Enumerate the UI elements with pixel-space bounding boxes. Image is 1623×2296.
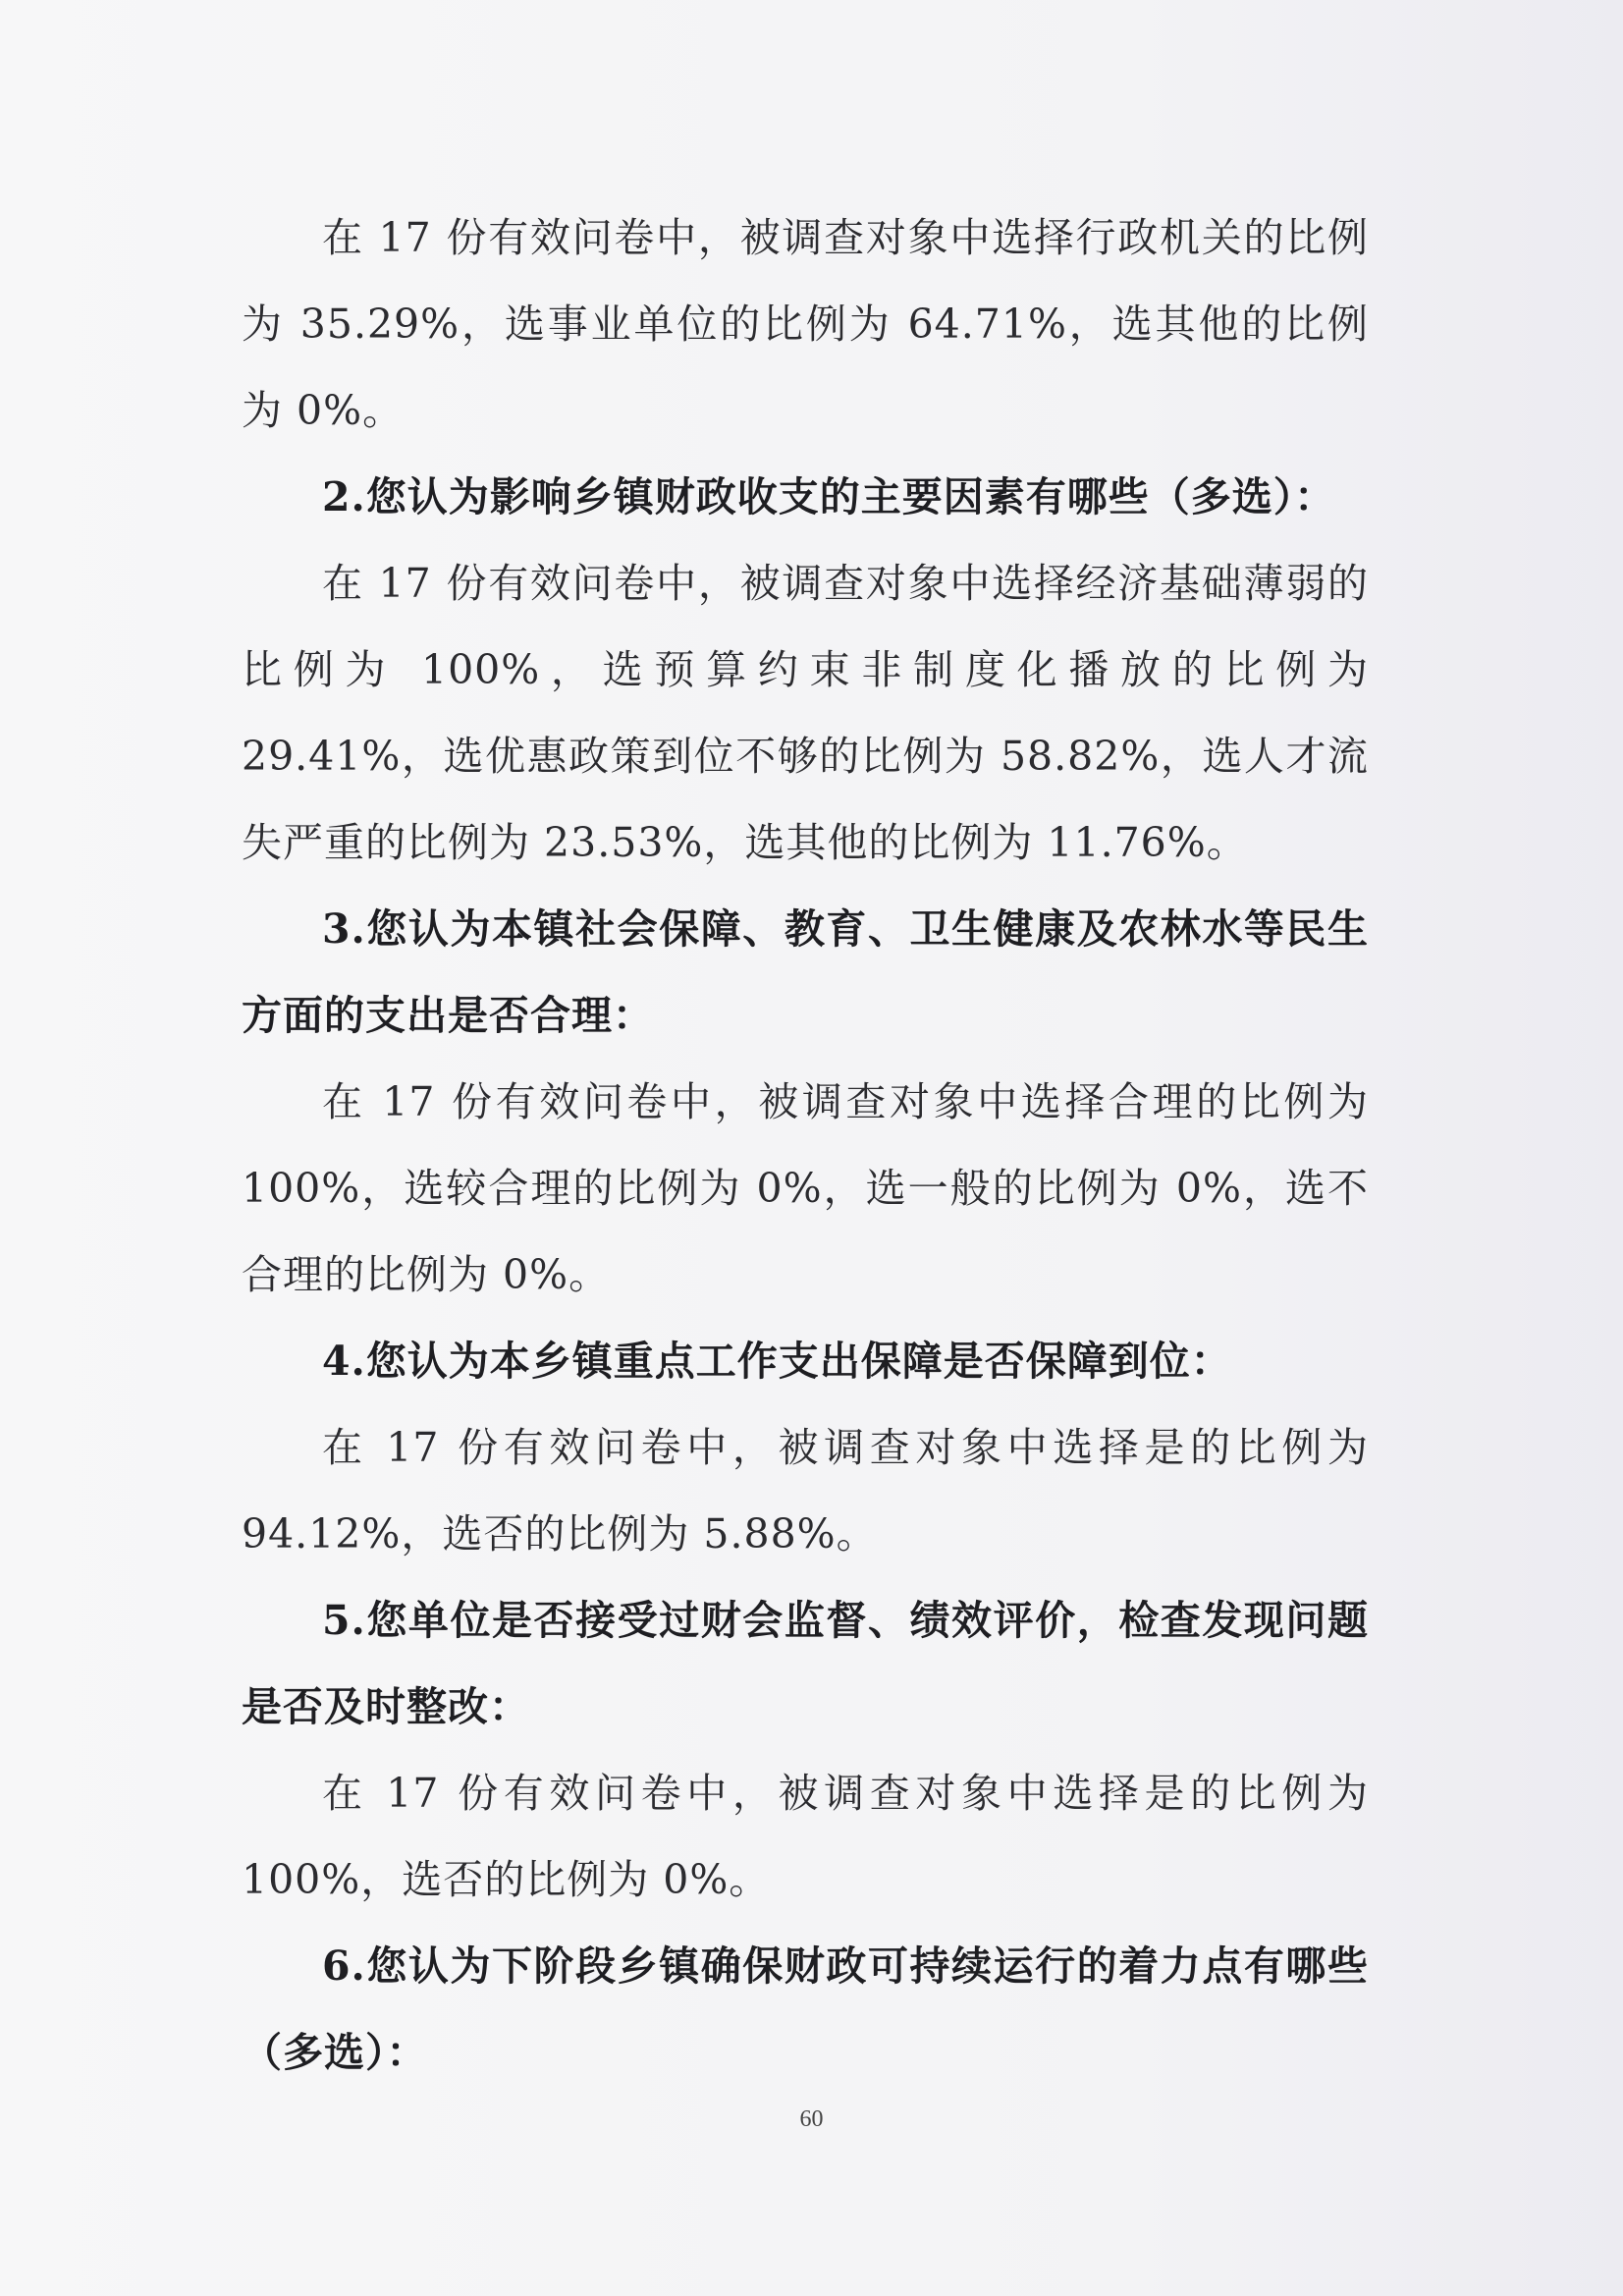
question-heading-6: 6.您认为下阶段乡镇确保财政可持续运行的着力点有哪些（多选）： [242, 1942, 1369, 2076]
page-number: 60 [799, 2106, 824, 2132]
document-body [242, 194, 1369, 2096]
answer-paragraph-q4: 在 17 份有效问卷中，被调查对象中选择是的比例为 94.12%，选否的比例为 5.88%。 [242, 1424, 1369, 1558]
question-heading-4: 4.您认为本乡镇重点工作支出保障是否保障到位： [322, 1338, 1232, 1385]
answer-paragraph-q3: 在 17 份有效问卷中，被调查对象中选择合理的比例为 100%，选较合理的比例为 0%，选一般的比例为 0%，选不合理的比例为 0%。 [242, 1078, 1369, 1298]
answer-paragraph-q2: 在 17 份有效问卷中，被调查对象中选择经济基础薄弱的比例为 100%，选预算约束非制度化播放的比例为 29.41%，选优惠政策到位不够的比例为 58.82%，选人才流失严重的比例为 23.53%，选其他的比例为 11.76%。 [242, 560, 1369, 866]
question-heading-2: 2.您认为影响乡镇财政收支的主要因素有哪些（多选）： [322, 473, 1336, 520]
answer-paragraph-q5: 在 17 份有效问卷中，被调查对象中选择是的比例为 100%，选否的比例为 0%。 [242, 1770, 1369, 1903]
answer-paragraph-q1: 在 17 份有效问卷中，被调查对象中选择行政机关的比例为 35.29%，选事业单位的比例为 64.71%，选其他的比例为 0%。 [242, 214, 1369, 434]
question-heading-5: 5.您单位是否接受过财会监督、绩效评价，检查发现问题是否及时整改： [242, 1597, 1369, 1730]
question-heading-3: 3.您认为本镇社会保障、教育、卫生健康及农林水等民生方面的支出是否合理： [242, 905, 1369, 1039]
